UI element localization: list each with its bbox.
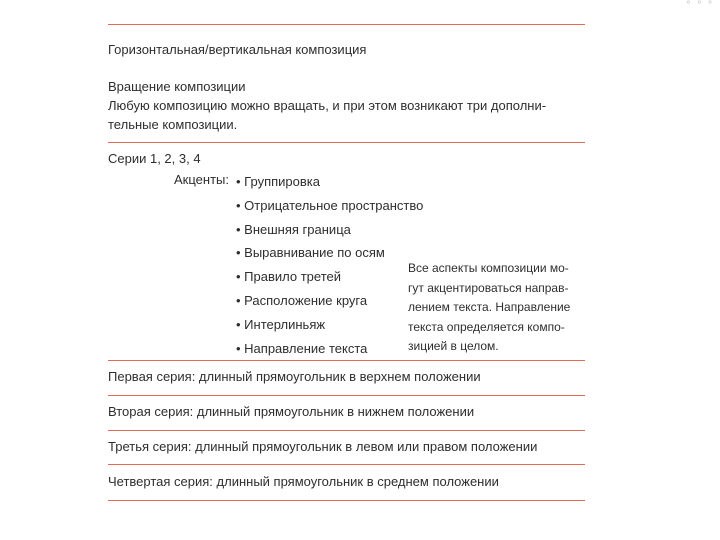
side-note-line: зицией в целом. (408, 339, 499, 353)
divider-series-1 (108, 360, 585, 361)
side-note-line: лением текста. Направление (408, 300, 571, 314)
side-note-line: гут акцентироваться направ- (408, 280, 569, 295)
divider-bottom (108, 500, 585, 501)
side-note (408, 259, 590, 357)
series-first: Первая серия: длинный прямоугольник в верхнем положении (108, 369, 481, 384)
accent-item: • Расположение круга (236, 289, 423, 313)
accents-label: Акценты: (174, 172, 229, 187)
series-third: Третья серия: длинный прямоугольник в левом или правом положении (108, 439, 538, 454)
side-note-line: Все аспекты композиции мо- (408, 261, 569, 275)
divider-series-3 (108, 430, 585, 431)
series-second: Вторая серия: длинный прямоугольник в нижнем положении (108, 404, 475, 419)
rotation-title: Вращение композиции (108, 79, 246, 94)
accent-item: • Интерлиньяж (236, 313, 423, 337)
corner-mark: ° ° ° (686, 0, 714, 11)
accent-item: • Правило третей (236, 265, 423, 289)
series-fourth: Четвертая серия: длинный прямоугольник в среднем положении (108, 474, 499, 489)
divider-top (108, 24, 585, 25)
accent-item: • Направление текста (236, 337, 423, 361)
divider-rotation (108, 142, 585, 143)
accent-item: • Отрицательное пространство (236, 194, 423, 218)
accent-item: • Внешняя граница (236, 218, 423, 242)
divider-series-2 (108, 395, 585, 396)
accents-list (236, 170, 423, 360)
accent-item: • Группировка (236, 170, 423, 194)
series-title: Серии 1, 2, 3, 4 (108, 151, 201, 166)
rotation-text-line-2: тельные композиции. (108, 117, 238, 132)
page-heading: Горизонтальная/вертикальная композиция (108, 42, 367, 57)
side-note-line: текста определяется компо- (408, 319, 565, 334)
rotation-text-line-1: Любую композицию можно вращать, и при этом возникают три дополни- (108, 98, 547, 113)
accent-item: • Выравнивание по осям (236, 241, 423, 265)
divider-series-4 (108, 464, 585, 465)
